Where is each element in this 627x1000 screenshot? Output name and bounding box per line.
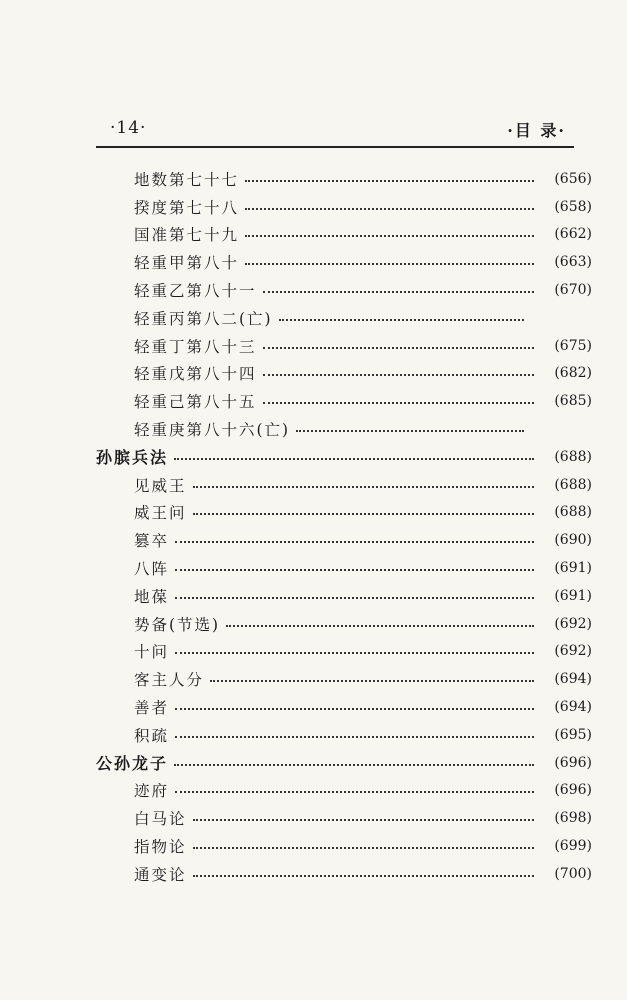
toc-entry-page: (663): [554, 254, 592, 271]
toc-entry: [96, 832, 592, 860]
toc-entry-page: (691): [554, 587, 592, 604]
dot-leader: [296, 430, 524, 432]
dot-leader: [279, 319, 524, 321]
toc-entry-title: 势备(节选): [134, 615, 221, 634]
dot-leader: [175, 569, 534, 571]
dot-leader: [193, 819, 534, 821]
toc-entry: [96, 582, 592, 610]
dot-leader: [193, 486, 534, 488]
toc-entry-title: 见威王: [134, 476, 187, 495]
header-rule: [96, 146, 574, 148]
dot-leader: [245, 180, 534, 182]
dot-leader: [210, 680, 534, 682]
toc-entry-page: (682): [554, 365, 592, 382]
dot-leader: [245, 208, 534, 210]
toc-entry-page: (688): [554, 476, 592, 493]
toc-entry: [96, 721, 592, 749]
toc-entry: [96, 332, 592, 360]
toc-entry-title: 轻重乙第八十一: [134, 282, 257, 301]
dot-leader: [193, 875, 534, 877]
dot-leader: [175, 736, 534, 738]
dot-leader: [193, 847, 534, 849]
toc-entry: [96, 693, 592, 721]
toc-entry-title: 客主人分: [134, 671, 205, 690]
toc-entry: [96, 638, 592, 666]
toc-entry-page: (656): [554, 170, 592, 187]
toc-entry: [96, 165, 592, 193]
toc-entry-page: (694): [554, 699, 592, 716]
toc-entry-page: (688): [554, 448, 592, 465]
toc-entry-title: 通变论: [134, 865, 187, 884]
toc-entry: [96, 415, 592, 443]
toc-entry: [96, 193, 592, 221]
toc-entry-page: (696): [554, 782, 592, 799]
dot-leader: [175, 652, 534, 654]
toc-entry-page: (694): [554, 671, 592, 688]
toc-entry: [96, 554, 592, 582]
dot-leader: [245, 235, 534, 237]
toc-entry-title: 轻重甲第八十: [134, 254, 240, 273]
toc-entry-page: (670): [554, 282, 592, 299]
toc-entry-page: (699): [554, 838, 592, 855]
toc-entry-page: (695): [554, 726, 592, 743]
running-title: ·目 录·: [507, 121, 566, 140]
toc-entry-title: 国准第七十九: [134, 226, 240, 245]
toc-section-entry: [96, 749, 592, 777]
toc-entry-title: 地葆: [134, 587, 170, 606]
page-number: ·14·: [110, 118, 147, 138]
dot-leader: [226, 625, 534, 627]
dot-leader: [175, 791, 534, 793]
toc-entry: [96, 526, 592, 554]
dot-leader: [193, 513, 534, 515]
toc-entry: [96, 777, 592, 805]
dot-leader: [263, 291, 534, 293]
toc-entry: [96, 360, 592, 388]
toc-entry: [96, 665, 592, 693]
dot-leader: [245, 263, 534, 265]
toc-entry-page: (690): [554, 532, 592, 549]
toc-entry-title: 指物论: [134, 838, 187, 857]
toc-entry-title: 善者: [134, 699, 170, 718]
toc-entry-page: (662): [554, 226, 592, 243]
toc-entry-page: (685): [554, 393, 592, 410]
toc-entry-page: (692): [554, 643, 592, 660]
toc-entry-title: 轻重庚第八十六(亡): [134, 421, 291, 440]
dot-leader: [263, 374, 534, 376]
toc-entry: [96, 610, 592, 638]
toc-entry-title: 威王问: [134, 504, 187, 523]
toc-entry: [96, 804, 592, 832]
toc-entry-title: 地数第七十七: [134, 170, 240, 189]
toc-entry-title: 轻重丁第八十三: [134, 337, 257, 356]
toc-entry-page: (696): [554, 754, 592, 771]
toc-entry-title: 轻重戊第八十四: [134, 365, 257, 384]
toc-entry-title: 十问: [134, 643, 170, 662]
dot-leader: [175, 708, 534, 710]
toc-entry-title: 篡卒: [134, 532, 170, 551]
toc-entry: [96, 499, 592, 527]
toc-entry-page: (698): [554, 810, 592, 827]
toc-entry-page: (692): [554, 615, 592, 632]
dot-leader: [263, 347, 534, 349]
toc-entry-title: 迹府: [134, 782, 170, 801]
dot-leader: [263, 402, 534, 404]
dot-leader: [175, 597, 534, 599]
toc-entry-title: 揆度第七十八: [134, 198, 240, 217]
table-of-contents: [96, 165, 592, 888]
toc-entry: [96, 860, 592, 888]
toc-entry-page: (691): [554, 560, 592, 577]
toc-entry: [96, 471, 592, 499]
toc-entry-title: 孙膑兵法: [96, 448, 169, 468]
toc-entry: [96, 304, 592, 332]
toc-entry-page: (658): [554, 198, 592, 215]
toc-entry-title: 白马论: [134, 810, 187, 829]
toc-entry-title: 八阵: [134, 560, 170, 579]
toc-entry: [96, 221, 592, 249]
toc-entry: [96, 387, 592, 415]
toc-entry-title: 轻重己第八十五: [134, 393, 257, 412]
toc-entry: [96, 248, 592, 276]
toc-section-entry: [96, 443, 592, 471]
toc-entry: [96, 276, 592, 304]
toc-entry-page: (675): [554, 337, 592, 354]
toc-entry-title: 公孙龙子: [96, 754, 169, 774]
toc-entry-page: (700): [554, 865, 592, 882]
dot-leader: [174, 764, 534, 766]
toc-entry-page: (688): [554, 504, 592, 521]
toc-entry-title: 积疏: [134, 726, 170, 745]
toc-entry-title: 轻重丙第八二(亡): [134, 309, 273, 328]
dot-leader: [175, 541, 534, 543]
page-header: [96, 118, 574, 148]
dot-leader: [174, 458, 534, 460]
